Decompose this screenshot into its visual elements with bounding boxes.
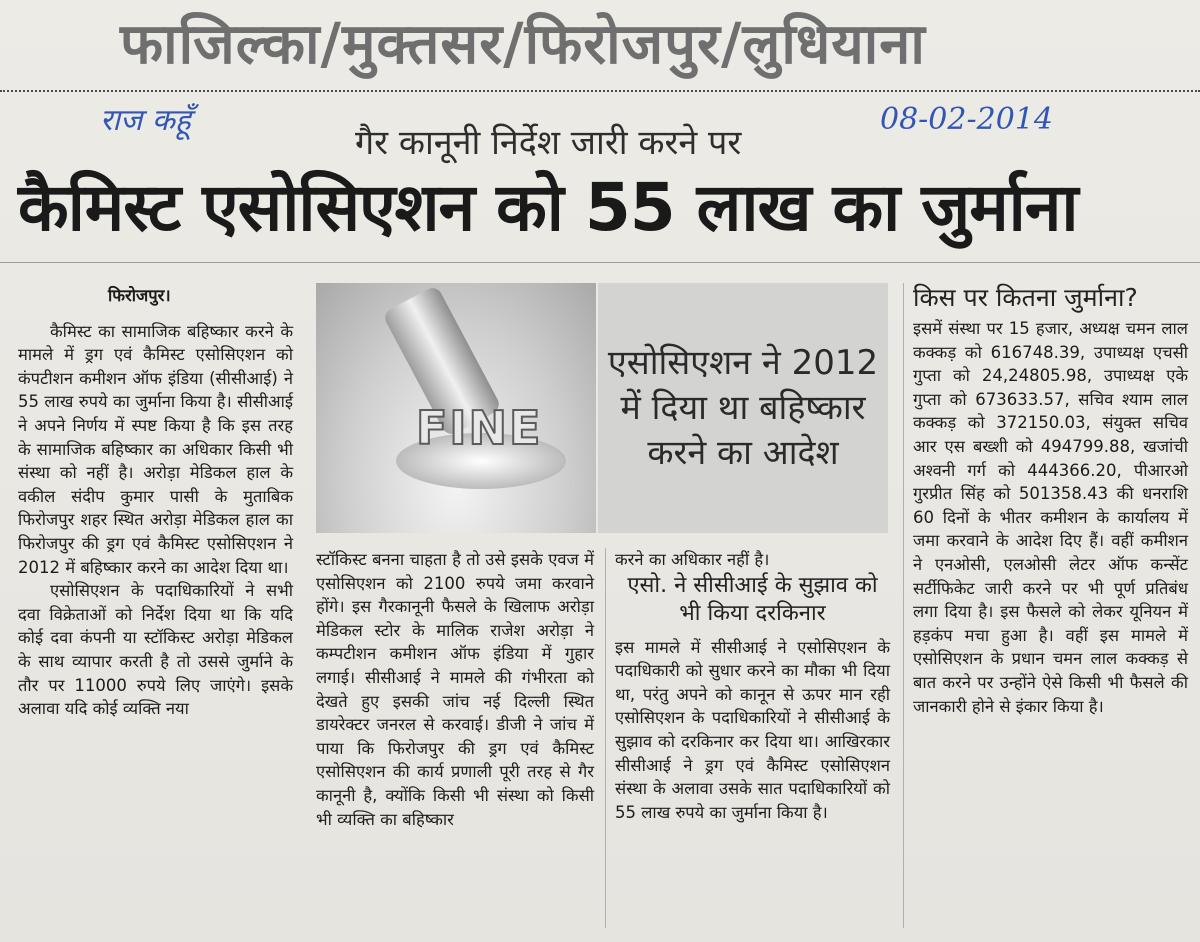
article-dateline: फिरोजपुर। [108,286,171,305]
headline-divider [0,262,1200,263]
column-divider [903,283,904,928]
column-1 [18,284,293,721]
fine-breakdown-title: किस पर कितना जुर्माना? [913,283,1138,312]
column-4 [913,283,1188,718]
paragraph: एसोसिएशन के पदाधिकारियों ने सभी दवा विक्रेताओं को निर्देश दिया था कि यदि कोई दवा कंपनी या स्टॉकिस्ट अरोड़ा मेडिकल के साथ व्यापार करती है तो उससे जुर्माने के तौर पर 11000 रुपये लिए जाएंगे। इसके अलावा यदि कोई व्यक्ति नया [18,581,293,719]
article-headline: कैमिस्ट एसोसिएशन को 55 लाख का जुर्माना [18,169,1078,246]
handwritten-source-note: राज कहूँ [100,103,191,138]
column-subheading: एसो. ने सीसीआई के सुझाव को भी किया दरकिनार [627,572,878,626]
section-header [0,0,1200,80]
column-divider [605,548,606,928]
paragraph: स्टॉकिस्ट बनना चाहता है तो उसे इसके एवज में एसोसिएशन को 2100 रुपये जमा करवाने होंगे। इस गैरकानूनी फैसले के खिलाफ अरोड़ा मेडिकल स्टोर के मालिक राजेश अरोड़ा ने कम्पटीशन कमीशन ऑफ इंडिया में गुहार लगाई। सीसीआई ने मामले की गंभीरता को देखते हुए इसकी जांच नई दिल्ली स्थित डायरेक्टर जनरल से करवाई। डीजी ने जांच में पाया कि फिरोजपुर की ड्रग एवं कैमिस्ट एसोसिएशन की कार्य प्रणाली पूरी तरह से गैर कानूनी है, क्योंकि किसी भी संस्था को किसी भी व्यक्ति का बहिष्कार [316,550,594,829]
section-title: फाजिल्का/मुक्तसर/फिरोजपुर/लुधियाना [120,12,926,77]
column-2 [316,548,594,831]
header-divider [0,90,1200,92]
paragraph: कैमिस्ट का सामाजिक बहिष्कार करने के मामले में ड्रग एवं कैमिस्ट एसोसिएशन को कंपटीशन कमीशन ऑफ इंडिया (सीसीआई) ने 55 लाख रुपये का जुर्माना किया है। सीसीआई ने अपने निर्णय में स्पष्ट किया है कि इस तरह के सामाजिक बहिष्कार का अधिकार किसी भी संस्था को नहीं है। अरोड़ा मेडिकल हाल के वकील संदीप कुमार पासी के मुताबिक फिरोजपुर शहर स्थित अरोड़ा मेडिकल हाल का फिरोजपुर की ड्रग एवं कैमिस्ट एसोसिएशन ने 2012 में बहिष्कार करने का आदेश दिया था। [18,321,293,577]
paragraph-lead: करने का अधिकार नहीं है। [615,550,770,569]
pull-quote-text: एसोसिएशन ने 2012 में दिया था बहिष्कार करने का आदेश [607,342,879,473]
pull-quote-box [598,283,888,533]
column-3 [615,548,890,824]
paragraph: इस मामले में सीसीआई ने एसोसिएशन के पदाधिकारी को सुधार करने का मौका भी दिया था, परंतु अपने को कानून से ऊपर मान रही एसोसिएशन के पदाधिकारियों ने सीसीआई के सुझाव को दरकिनार कर दिया था। आखिरकार सीसीआई ने ड्रग एवं कैमिस्ट एसोसिएशन संस्था के अलावा उसके सात पदाधिकारियों को 55 लाख रुपये का जुर्माना किया है। [615,637,890,822]
photo-fine-label: FINE [416,401,543,455]
paragraph: इसमें संस्था पर 15 हजार, अध्यक्ष चमन लाल कक्कड़ को 616748.39, उपाध्यक्ष एचसी गुप्ता को 24,24805.98, उपाध्यक्ष एके गुप्ता को 673633.57, सचिव श्याम लाल कक्कड़ को 372150.03, संयुक्त सचिव आर एस बख्शी को 494799.88, खजांची अश्वनी गर्ग को 444366.20, पीआरओ गुरप्रीत सिंह को 501358.43 की धनराशि 60 दिनों के भीतर कमीशन के कार्यालय में जमा करवाने के आदेश दिए हैं। वहीं कमीशन ने एनओसी, एलओसी लेटर ऑफ कन्सेंट सर्टीफिकेट जारी करने पर भी पूर्ण प्रतिबंध लगा दिया है। इस फैसले को लेकर यूनियन में हड़कंप मचा हुआ है। वहीं इस मामले में एसोसिएशन के प्रधान चमन लाल कक्कड़ से बात करने पर उन्होंने ऐसे किसी भी फैसले की जानकारी होने से इंकार किया है। [913,319,1188,716]
handwritten-date: 08-02-2014 [880,102,1053,137]
gavel-photo [316,283,596,533]
article-kicker: गैर कानूनी निर्देश जारी करने पर [355,123,742,163]
